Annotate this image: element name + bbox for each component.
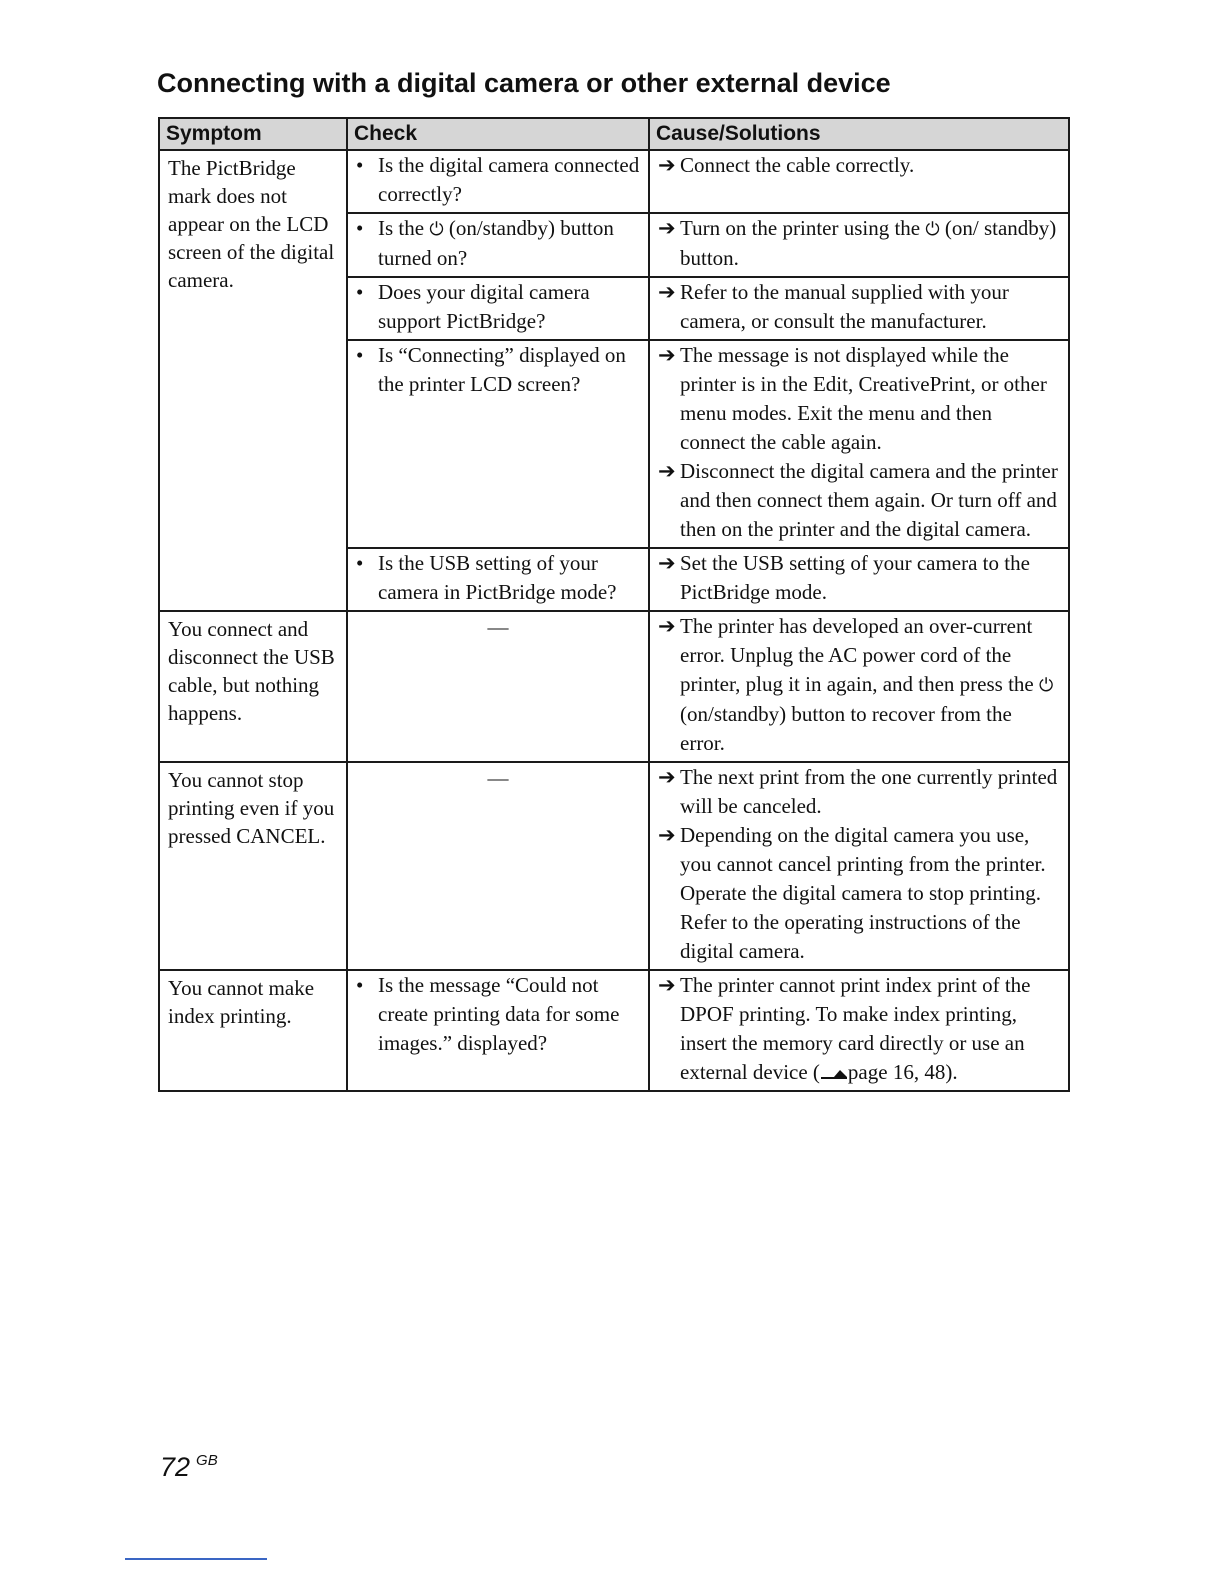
arrow-icon: ➔ [658, 216, 676, 240]
solution-text: Set the USB setting of your camera to the PictBridge mode. [680, 551, 1030, 604]
solution-text: The next print from the one currently printed will be canceled. [680, 765, 1058, 818]
solution-text-pre: The printer cannot print index print of the DPOF printing. To make index printing, insert the memory card directly or use an external device ( [680, 973, 1031, 1084]
check-text: Is “Connecting” displayed on the printer LCD screen? [378, 343, 626, 396]
page-title: Connecting with a digital camera or other external device [157, 68, 891, 98]
check-text: Does your digital camera support PictBridge? [378, 280, 590, 333]
check-cell [347, 970, 649, 1091]
arrow-icon: ➔ [658, 459, 676, 483]
arrow-icon: ➔ [658, 614, 676, 638]
check-cell [347, 277, 649, 340]
solution-cell [649, 213, 1069, 277]
power-icon: ⏻ [1039, 675, 1054, 696]
solution-cell [649, 548, 1069, 611]
bullet-icon: • [356, 280, 364, 304]
arrow-icon: ➔ [658, 551, 676, 575]
symptom-cell: You connect and disconnect the USB cable, but nothing happens. [159, 611, 347, 762]
bullet-icon: • [356, 551, 364, 575]
symptom-cell: The PictBridge mark does not appear on the LCD screen of the digital camera. [159, 150, 347, 611]
check-cell: — [347, 762, 649, 970]
solution-text: Disconnect the digital camera and the printer and then connect them again. Or turn off and then on the printer and the digital camera. [680, 459, 1058, 541]
bottom-rule [125, 1558, 267, 1560]
header-symptom: Symptom [159, 118, 347, 150]
table-header-row [159, 118, 1069, 150]
solution-text: Depending on the digital camera you use, you cannot cancel printing from the printer. Operate the digital camera to stop printing. Refer to the operating instructions of the digital camera. [680, 823, 1046, 963]
bullet-icon: • [356, 973, 364, 997]
table-row [159, 150, 1069, 213]
arrow-icon: ➔ [658, 280, 676, 304]
solution-text-post: (on/standby) button to recover from the error. [680, 702, 1012, 755]
check-text: Is the digital camera connected correctly? [378, 153, 640, 206]
arrow-icon: ➔ [658, 973, 676, 997]
power-icon: ⏻ [925, 219, 940, 240]
check-text: Is the message “Could not create printing data for some images.” displayed? [378, 973, 620, 1055]
solution-cell [649, 970, 1069, 1091]
symptom-cell: You cannot stop printing even if you pressed CANCEL. [159, 762, 347, 970]
check-cell [347, 150, 649, 213]
bullet-icon: • [356, 216, 364, 240]
solution-text: Connect the cable correctly. [680, 153, 915, 177]
arrow-icon: ➔ [658, 765, 676, 789]
bullet-icon: • [356, 153, 364, 177]
page-language-code: GB [196, 1452, 218, 1469]
page-number [160, 1452, 218, 1483]
bullet-icon: • [356, 343, 364, 367]
header-check: Check [347, 118, 649, 150]
check-cell [347, 213, 649, 277]
page-reference-icon [820, 1067, 848, 1081]
solution-text: Refer to the manual supplied with your camera, or consult the manufacturer. [680, 280, 1009, 333]
solution-cell [649, 611, 1069, 762]
table-row [159, 611, 1069, 762]
solution-text: The message is not displayed while the printer is in the Edit, CreativePrint, or other menu modes. Exit the menu and then connect the cable again. [680, 343, 1047, 454]
page-reference: page 16, 48 [847, 1060, 946, 1084]
power-icon: ⏻ [429, 219, 444, 240]
arrow-icon: ➔ [658, 153, 676, 177]
solution-text-pre: Turn on the printer using the [680, 216, 921, 240]
solution-cell [649, 340, 1069, 548]
solution-text-post: (on/ standby) button. [680, 216, 1057, 270]
troubleshooting-table [158, 117, 1070, 1092]
arrow-icon: ➔ [658, 823, 676, 847]
check-cell: — [347, 611, 649, 762]
check-cell [347, 340, 649, 548]
check-cell [347, 548, 649, 611]
arrow-icon: ➔ [658, 343, 676, 367]
check-text: Is the USB setting of your camera in PictBridge mode? [378, 551, 617, 604]
solution-cell [649, 150, 1069, 213]
check-text-post: (on/standby) button turned on? [378, 216, 614, 270]
solution-text-post: ). [945, 1060, 958, 1084]
symptom-cell: You cannot make index printing. [159, 970, 347, 1091]
solution-text-pre: The printer has developed an over-current error. Unplug the AC power cord of the printer, plug it in again, and then press the [680, 614, 1034, 696]
page-number-value: 72 [160, 1452, 191, 1482]
header-cause-solutions: Cause/Solutions [649, 118, 1069, 150]
solution-cell [649, 277, 1069, 340]
table-row [159, 970, 1069, 1091]
table-row [159, 762, 1069, 970]
solution-cell [649, 762, 1069, 970]
check-text-pre: Is the [378, 216, 425, 240]
